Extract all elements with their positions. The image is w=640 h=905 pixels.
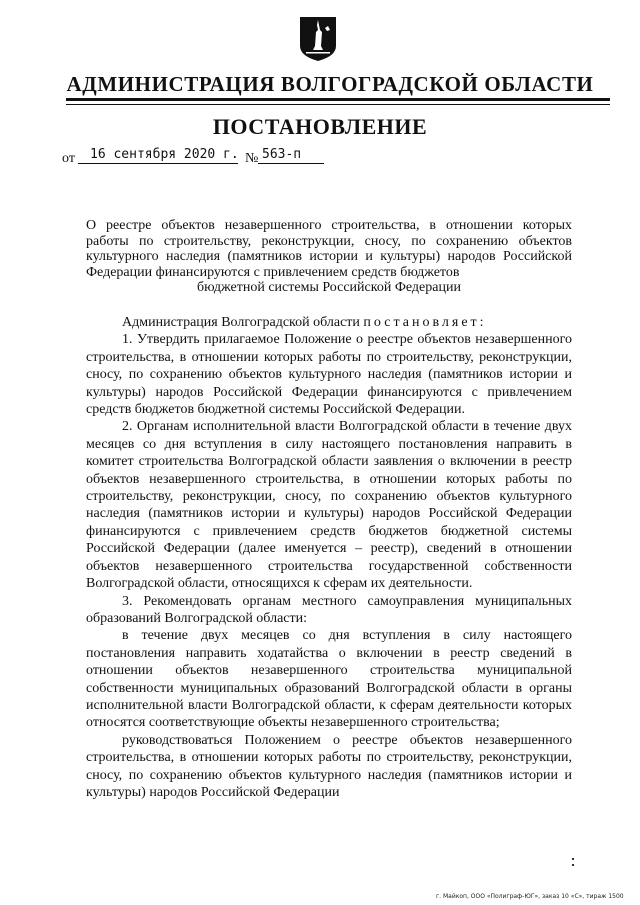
number-underline: [258, 163, 324, 164]
subject-line: работы по строительству, реконструкции, сносу, по сохранению объектов: [86, 233, 572, 249]
body-paragraph: 3. Рекомендовать органам местного самоуправления муниципальных образований Волгоградской области:: [86, 593, 572, 626]
organization-title: АДМИНИСТРАЦИЯ ВОЛГОГРАДСКОЙ ОБЛАСТИ: [66, 72, 594, 96]
date-underline: [78, 163, 238, 164]
printer-imprint: г. Майкоп, ООО «Полиграф-ЮГ», заказ 10 «С», тираж 1500: [436, 893, 624, 900]
body-paragraph: руководствоваться Положением о реестре объектов незавершенного строительства, в отношении которых работы по строительству, реконструкции, сносу, по сохранению объектов культурного наследия (памятников истории и культуры) народов Российской Федерации: [86, 732, 572, 800]
document-type-title: ПОСТАНОВЛЕНИЕ: [212, 114, 428, 139]
document-date: 16 сентября 2020 г.: [90, 147, 239, 162]
page-mark-dot: [572, 864, 574, 866]
intro-lead: Администрация Волгоградской области: [122, 315, 360, 330]
subject-line: культурного наследия (памятников истории и культуры) народов: [86, 249, 496, 264]
body-paragraph: 1. Утвердить прилагаемое Положение о реестре объектов незавершенного строительства, в отношении которых работы по строительству, реконструкции, сносу, по сохранению объектов культурного наследия (памятников истории и культуры) народов Российской Федерации финансируются с привлечением средств бюджетов бюджетной системы Российской Федерации.: [86, 332, 572, 418]
body-paragraph: в течение двух месяцев со дня вступления в силу настоящего постановления направить ходатайства о включении в реестр сведений в отношении объектов незавершенного строительства муниципальной собственности муниципальных образований Волгоградской области в органы исполнительной власти Волгоградской области, к сферам деятельности которых относятся соответствующие объекты незавершенного строительства;: [86, 628, 572, 731]
number-prefix: №: [245, 151, 259, 166]
page-mark-dot: [572, 858, 574, 860]
body-paragraph: 2. Органам исполнительной власти Волгоградской области в течение двух месяцев со дня вступления в силу настоящего постановления направить в комитет строительства Волгоградской области заявления о включении в реестр объектов незавершенного строительства, в отношении которых работы по строительству, реконструкции, сносу, по сохранению объектов культурного наследия (памятников истории и культуры) народов Российской Федерации финансируются с привлечением средств бюджетов бюджетной системы Российской Федерации (далее именуется – реестр), сведений в отношении объектов незавершенного строительства государственной собственности Волгоградской области, относящихся к сферам их деятельности.: [86, 419, 572, 592]
header-rule-thick: [66, 98, 610, 101]
document-number: 563-п: [262, 147, 302, 162]
subject-line: Российской Федерации финансируются с привлечением средств бюджетов: [86, 249, 572, 280]
document-body: [86, 314, 572, 801]
coat-of-arms-icon: [299, 16, 337, 62]
date-prefix: от: [62, 151, 75, 166]
intro-decree: постановляет:: [363, 315, 487, 330]
document-subject: [86, 218, 572, 296]
subject-line: бюджетной системы Российской Федерации: [197, 280, 461, 295]
subject-line: О реестре объектов незавершенного строительства, в отношении которых: [86, 218, 572, 233]
body-intro: [86, 314, 572, 331]
header-rule-thin: [66, 104, 610, 105]
